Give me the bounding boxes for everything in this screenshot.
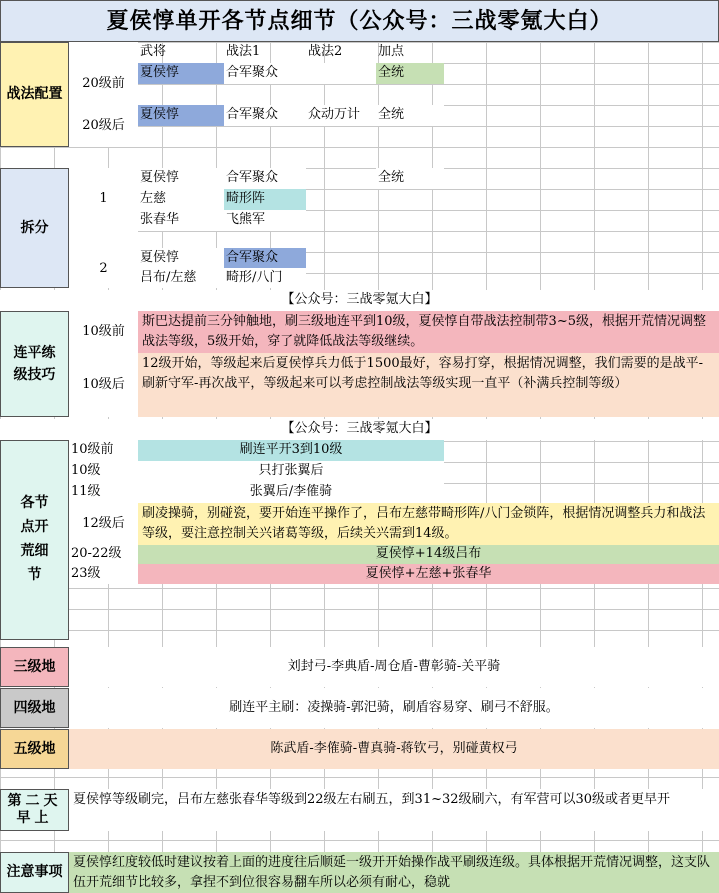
banner-2: 【公众号：三战零氪大白】 — [0, 419, 719, 440]
notes-label: 注意事项 — [0, 852, 69, 893]
split-team1-num: 1 — [69, 168, 138, 231]
land-3-text: 刘封弓-李典盾-周仓盾-曹彰骑-关平骑 — [69, 647, 719, 687]
header-skill1: 战法1 — [226, 44, 261, 60]
leveling-after-text: 12级开始，等级起来后夏侯惇兵力低于1500最好，容易打穿，根据情况调整，我们需要的是战平-刷新守军-再次战平，等级起来可以考虑控制战法等级实现一直平（补满兵控制等级） — [138, 353, 719, 417]
config-after-skill1: 合军聚众 — [224, 105, 306, 126]
config-after-general: 夏侯惇 — [138, 105, 224, 126]
split-team1-general-2: 左慈 — [138, 189, 224, 210]
nodes-stage-6: 23级 — [69, 564, 138, 584]
nodes-text-2: 只打张翼后 — [138, 461, 444, 482]
config-label: 战法配置 — [0, 42, 69, 147]
split-team2-skill-2: 畸形/八门 — [224, 268, 306, 288]
land-3-label: 三级地 — [0, 647, 69, 687]
leveling-before-text: 斯巴达提前三分钟触地，刷三级地连平到10级，夏侯惇自带战法控制带3~5级，根据开荒情况调整战法等级，5级开始，穿了就降低战法等级继续。 — [138, 311, 719, 353]
header-general: 武将 — [140, 44, 167, 60]
split-team1-skill-3: 飞熊军 — [224, 210, 306, 231]
nodes-stage-4: 12级后 — [69, 503, 138, 545]
split-team1-general-3: 张春华 — [138, 210, 224, 231]
config-before-skill2 — [306, 63, 376, 84]
nodes-stage-3: 11级 — [69, 482, 138, 503]
split-label: 拆分 — [0, 168, 69, 288]
land-5-text: 陈武盾-李傕骑-曹真骑-蒋钦弓，别碰黄权弓 — [69, 729, 719, 769]
leveling-after-stage: 10级后 — [69, 353, 138, 417]
split-team2-skill-1: 合军聚众 — [224, 248, 306, 268]
header-skill2: 战法2 — [308, 44, 343, 60]
land-4-label: 四级地 — [0, 688, 69, 728]
split-team1-skill-2: 畸形阵 — [224, 189, 306, 210]
header-points: 加点 — [378, 44, 405, 60]
nodes-text-6: 夏侯惇+左慈+张春华 — [138, 564, 719, 584]
nodes-text-3: 张翼后/李傕骑 — [138, 482, 444, 503]
banner-1: 【公众号：三战零氪大白】 — [0, 290, 719, 311]
config-before-skill1: 合军聚众 — [224, 63, 306, 84]
land-4-text: 刷连平主刷：凌操骑-郭汜骑，刷盾容易穿、刷弓不舒服。 — [69, 688, 719, 728]
config-after-stage: 20级后 — [69, 105, 138, 147]
split-team1-general-1: 夏侯惇 — [138, 168, 224, 189]
config-after-points: 全统 — [376, 105, 444, 126]
split-team1-points-1: 全统 — [376, 168, 444, 189]
leveling-label: 连平练级技巧 — [0, 311, 69, 417]
split-team2-general-1: 夏侯惇 — [138, 248, 224, 268]
nodes-stage-5: 20-22级 — [69, 545, 138, 564]
split-team2-general-2: 吕布/左慈 — [138, 268, 224, 288]
config-before-stage: 20级前 — [69, 63, 138, 105]
nodes-text-1: 刷连平开3到10级 — [138, 440, 444, 461]
config-after-skill2: 众动万计 — [306, 105, 376, 126]
leveling-before-stage: 10级前 — [69, 311, 138, 353]
notes-text: 夏侯惇红度较低时建议按着上面的进度往后顺延一级开开始操作战平刷级连级。具体根据开荒情况调整，这支队伍开荒细节比较多，拿捏不到位很容易翻车所以必须有耐心，稳就 — [69, 852, 719, 893]
nodes-text-4: 刷凌操骑，别碰瓷，要开始连平操作了，吕布左慈带畸形阵/八门金锁阵，根据情况调整兵力和战法等级，要注意控制关兴诸葛等级，后续关兴需到14级。 — [138, 503, 719, 545]
nodes-stage-1: 10级前 — [69, 440, 138, 461]
nodes-text-5: 夏侯惇+14级吕布 — [138, 545, 719, 564]
day2-label: 第二天早上 — [0, 789, 69, 831]
split-team2-num: 2 — [69, 231, 138, 288]
config-before-general: 夏侯惇 — [138, 63, 224, 84]
nodes-label: 各节点开荒细节 — [0, 440, 69, 640]
nodes-stage-2: 10级 — [69, 461, 138, 482]
page-title: 夏侯惇单开各节点细节（公众号：三战零氪大白） — [0, 0, 719, 42]
config-before-points: 全统 — [376, 63, 444, 84]
land-5-label: 五级地 — [0, 729, 69, 769]
split-team1-skill-1: 合军聚众 — [224, 168, 306, 189]
day2-text: 夏侯惇等级刷完，吕布左慈张春华等级到22级左右刷五，到31~32级刷六，有军营可以30级或者更早开 — [69, 789, 719, 831]
